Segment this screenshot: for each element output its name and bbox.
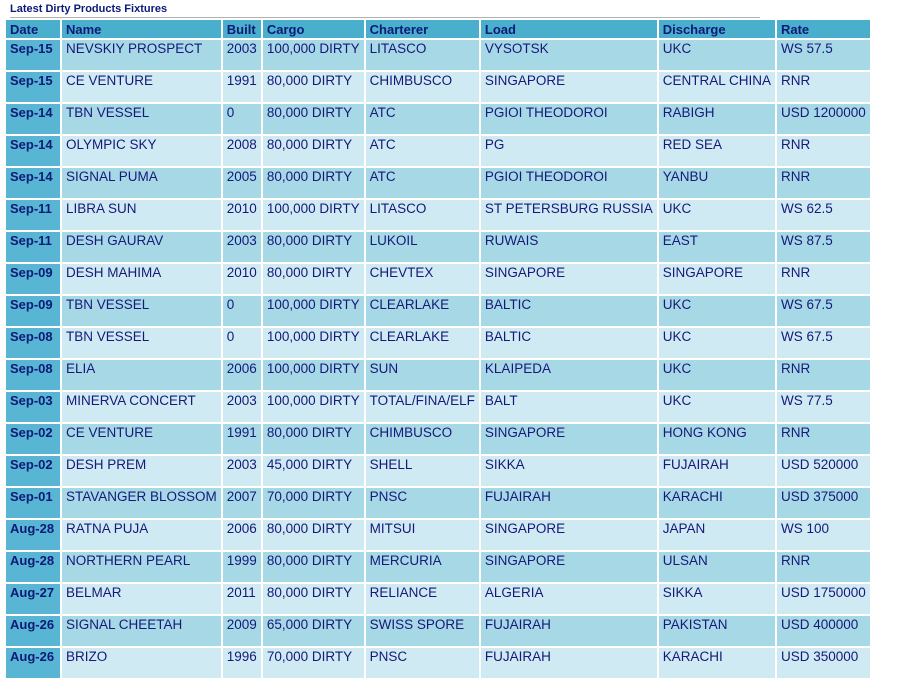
load-cell: SIKKA bbox=[481, 456, 657, 486]
built-cell: 2006 bbox=[223, 520, 261, 550]
load-cell: SINGAPORE bbox=[481, 552, 657, 582]
discharge-cell: UKC bbox=[659, 40, 775, 70]
load-cell: BALTIC bbox=[481, 328, 657, 358]
cargo-cell: 80,000 DIRTY bbox=[263, 552, 364, 582]
cargo-cell: 70,000 DIRTY bbox=[263, 488, 364, 518]
rate-cell: RNR bbox=[777, 72, 870, 102]
load-cell: KLAIPEDA bbox=[481, 360, 657, 390]
built-cell: 2009 bbox=[223, 616, 261, 646]
load-cell: SINGAPORE bbox=[481, 520, 657, 550]
charterer-cell: CHIMBUSCO bbox=[366, 424, 479, 454]
discharge-cell: RABIGH bbox=[659, 104, 775, 134]
cargo-cell: 80,000 DIRTY bbox=[263, 136, 364, 166]
table-row bbox=[6, 552, 870, 582]
date-cell: Sep-15 bbox=[6, 40, 60, 70]
rate-cell: RNR bbox=[777, 424, 870, 454]
discharge-cell: HONG KONG bbox=[659, 424, 775, 454]
discharge-cell: PAKISTAN bbox=[659, 616, 775, 646]
date-cell: Aug-28 bbox=[6, 520, 60, 550]
cargo-cell: 80,000 DIRTY bbox=[263, 72, 364, 102]
cargo-cell: 80,000 DIRTY bbox=[263, 584, 364, 614]
charterer-cell: LUKOIL bbox=[366, 232, 479, 262]
date-cell: Sep-14 bbox=[6, 168, 60, 198]
date-cell: Sep-08 bbox=[6, 360, 60, 390]
table-row bbox=[6, 424, 870, 454]
charterer-cell: PNSC bbox=[366, 648, 479, 678]
date-cell: Sep-02 bbox=[6, 456, 60, 486]
built-cell: 0 bbox=[223, 104, 261, 134]
date-cell: Aug-26 bbox=[6, 648, 60, 678]
name-cell: BELMAR bbox=[62, 584, 221, 614]
table-row bbox=[6, 456, 870, 486]
built-cell: 0 bbox=[223, 328, 261, 358]
rate-cell: USD 375000 bbox=[777, 488, 870, 518]
date-cell: Aug-28 bbox=[6, 552, 60, 582]
column-header-charterer: Charterer bbox=[366, 20, 479, 38]
rate-cell: RNR bbox=[777, 264, 870, 294]
date-cell: Aug-26 bbox=[6, 616, 60, 646]
built-cell: 1999 bbox=[223, 552, 261, 582]
load-cell: FUJAIRAH bbox=[481, 488, 657, 518]
cargo-cell: 80,000 DIRTY bbox=[263, 424, 364, 454]
charterer-cell: SWISS SPORE bbox=[366, 616, 479, 646]
built-cell: 1991 bbox=[223, 424, 261, 454]
date-cell: Aug-27 bbox=[6, 584, 60, 614]
load-cell: FUJAIRAH bbox=[481, 616, 657, 646]
column-header-discharge: Discharge bbox=[659, 20, 775, 38]
discharge-cell: RED SEA bbox=[659, 136, 775, 166]
rate-cell: RNR bbox=[777, 136, 870, 166]
table-row bbox=[6, 232, 870, 262]
charterer-cell: MERCURIA bbox=[366, 552, 479, 582]
discharge-cell: UKC bbox=[659, 200, 775, 230]
cargo-cell: 80,000 DIRTY bbox=[263, 104, 364, 134]
charterer-cell: RELIANCE bbox=[366, 584, 479, 614]
built-cell: 2010 bbox=[223, 264, 261, 294]
fixtures-table bbox=[4, 18, 872, 680]
discharge-cell: SINGAPORE bbox=[659, 264, 775, 294]
discharge-cell: UKC bbox=[659, 392, 775, 422]
name-cell: DESH MAHIMA bbox=[62, 264, 221, 294]
table-row bbox=[6, 392, 870, 422]
table-row bbox=[6, 104, 870, 134]
name-cell: RATNA PUJA bbox=[62, 520, 221, 550]
load-cell: SINGAPORE bbox=[481, 72, 657, 102]
table-row bbox=[6, 648, 870, 678]
rate-cell: USD 1750000 bbox=[777, 584, 870, 614]
built-cell: 2003 bbox=[223, 40, 261, 70]
date-cell: Sep-01 bbox=[6, 488, 60, 518]
column-header-cargo: Cargo bbox=[263, 20, 364, 38]
cargo-cell: 100,000 DIRTY bbox=[263, 40, 364, 70]
discharge-cell: UKC bbox=[659, 360, 775, 390]
rate-cell: USD 350000 bbox=[777, 648, 870, 678]
column-header-load: Load bbox=[481, 20, 657, 38]
date-cell: Sep-11 bbox=[6, 232, 60, 262]
name-cell: DESH PREM bbox=[62, 456, 221, 486]
cargo-cell: 80,000 DIRTY bbox=[263, 264, 364, 294]
date-cell: Sep-08 bbox=[6, 328, 60, 358]
name-cell: DESH GAURAV bbox=[62, 232, 221, 262]
load-cell: PGIOI THEODOROI bbox=[481, 104, 657, 134]
discharge-cell: SIKKA bbox=[659, 584, 775, 614]
table-row bbox=[6, 488, 870, 518]
discharge-cell: CENTRAL CHINA bbox=[659, 72, 775, 102]
charterer-cell: ATC bbox=[366, 104, 479, 134]
cargo-cell: 80,000 DIRTY bbox=[263, 520, 364, 550]
built-cell: 2005 bbox=[223, 168, 261, 198]
rate-cell: RNR bbox=[777, 552, 870, 582]
rate-cell: WS 100 bbox=[777, 520, 870, 550]
name-cell: MINERVA CONCERT bbox=[62, 392, 221, 422]
built-cell: 1991 bbox=[223, 72, 261, 102]
load-cell: BALT bbox=[481, 392, 657, 422]
table-row bbox=[6, 168, 870, 198]
load-cell: PGIOI THEODOROI bbox=[481, 168, 657, 198]
rate-cell: RNR bbox=[777, 360, 870, 390]
name-cell: SIGNAL CHEETAH bbox=[62, 616, 221, 646]
date-cell: Sep-09 bbox=[6, 264, 60, 294]
name-cell: TBN VESSEL bbox=[62, 328, 221, 358]
table-row bbox=[6, 616, 870, 646]
discharge-cell: YANBU bbox=[659, 168, 775, 198]
charterer-cell: MITSUI bbox=[366, 520, 479, 550]
charterer-cell: PNSC bbox=[366, 488, 479, 518]
built-cell: 1996 bbox=[223, 648, 261, 678]
cargo-cell: 100,000 DIRTY bbox=[263, 328, 364, 358]
date-cell: Sep-09 bbox=[6, 296, 60, 326]
charterer-cell: LITASCO bbox=[366, 40, 479, 70]
load-cell: VYSOTSK bbox=[481, 40, 657, 70]
charterer-cell: ATC bbox=[366, 136, 479, 166]
built-cell: 2008 bbox=[223, 136, 261, 166]
charterer-cell: SHELL bbox=[366, 456, 479, 486]
name-cell: TBN VESSEL bbox=[62, 296, 221, 326]
rate-cell: WS 87.5 bbox=[777, 232, 870, 262]
charterer-cell: CHEVTEX bbox=[366, 264, 479, 294]
cargo-cell: 80,000 DIRTY bbox=[263, 232, 364, 262]
built-cell: 2003 bbox=[223, 456, 261, 486]
cargo-cell: 45,000 DIRTY bbox=[263, 456, 364, 486]
table-row bbox=[6, 136, 870, 166]
built-cell: 2011 bbox=[223, 584, 261, 614]
rate-cell: WS 67.5 bbox=[777, 328, 870, 358]
built-cell: 2010 bbox=[223, 200, 261, 230]
date-cell: Sep-14 bbox=[6, 136, 60, 166]
load-cell: SINGAPORE bbox=[481, 264, 657, 294]
load-cell: BALTIC bbox=[481, 296, 657, 326]
name-cell: ELIA bbox=[62, 360, 221, 390]
name-cell: NORTHERN PEARL bbox=[62, 552, 221, 582]
rate-cell: WS 77.5 bbox=[777, 392, 870, 422]
load-cell: ALGERIA bbox=[481, 584, 657, 614]
rate-cell: USD 400000 bbox=[777, 616, 870, 646]
date-cell: Sep-03 bbox=[6, 392, 60, 422]
built-cell: 2007 bbox=[223, 488, 261, 518]
rate-cell: RNR bbox=[777, 168, 870, 198]
name-cell: OLYMPIC SKY bbox=[62, 136, 221, 166]
built-cell: 2003 bbox=[223, 232, 261, 262]
load-cell: ST PETERSBURG RUSSIA bbox=[481, 200, 657, 230]
charterer-cell: TOTAL/FINA/ELF bbox=[366, 392, 479, 422]
table-row bbox=[6, 584, 870, 614]
charterer-cell: ATC bbox=[366, 168, 479, 198]
name-cell: CE VENTURE bbox=[62, 424, 221, 454]
name-cell: NEVSKIY PROSPECT bbox=[62, 40, 221, 70]
column-header-name: Name bbox=[62, 20, 221, 38]
charterer-cell: SUN bbox=[366, 360, 479, 390]
table-row bbox=[6, 328, 870, 358]
table-row bbox=[6, 520, 870, 550]
charterer-cell: CLEARLAKE bbox=[366, 296, 479, 326]
rate-cell: WS 62.5 bbox=[777, 200, 870, 230]
page-title: Latest Dirty Products Fixtures bbox=[10, 3, 760, 18]
rate-cell: USD 1200000 bbox=[777, 104, 870, 134]
discharge-cell: JAPAN bbox=[659, 520, 775, 550]
table-row bbox=[6, 360, 870, 390]
rate-cell: WS 57.5 bbox=[777, 40, 870, 70]
column-header-built: Built bbox=[223, 20, 261, 38]
charterer-cell: LITASCO bbox=[366, 200, 479, 230]
load-cell: SINGAPORE bbox=[481, 424, 657, 454]
date-cell: Sep-15 bbox=[6, 72, 60, 102]
date-cell: Sep-14 bbox=[6, 104, 60, 134]
name-cell: CE VENTURE bbox=[62, 72, 221, 102]
table-row bbox=[6, 296, 870, 326]
charterer-cell: CHIMBUSCO bbox=[366, 72, 479, 102]
discharge-cell: EAST bbox=[659, 232, 775, 262]
built-cell: 2003 bbox=[223, 392, 261, 422]
discharge-cell: ULSAN bbox=[659, 552, 775, 582]
load-cell: PG bbox=[481, 136, 657, 166]
date-cell: Sep-02 bbox=[6, 424, 60, 454]
table-row bbox=[6, 40, 870, 70]
built-cell: 2006 bbox=[223, 360, 261, 390]
cargo-cell: 65,000 DIRTY bbox=[263, 616, 364, 646]
cargo-cell: 100,000 DIRTY bbox=[263, 392, 364, 422]
name-cell: TBN VESSEL bbox=[62, 104, 221, 134]
name-cell: SIGNAL PUMA bbox=[62, 168, 221, 198]
column-header-rate: Rate bbox=[777, 20, 870, 38]
discharge-cell: UKC bbox=[659, 328, 775, 358]
load-cell: FUJAIRAH bbox=[481, 648, 657, 678]
cargo-cell: 100,000 DIRTY bbox=[263, 360, 364, 390]
name-cell: LIBRA SUN bbox=[62, 200, 221, 230]
table-row bbox=[6, 200, 870, 230]
cargo-cell: 100,000 DIRTY bbox=[263, 296, 364, 326]
discharge-cell: FUJAIRAH bbox=[659, 456, 775, 486]
column-header-date: Date bbox=[6, 20, 60, 38]
name-cell: STAVANGER BLOSSOM bbox=[62, 488, 221, 518]
cargo-cell: 80,000 DIRTY bbox=[263, 168, 364, 198]
load-cell: RUWAIS bbox=[481, 232, 657, 262]
charterer-cell: CLEARLAKE bbox=[366, 328, 479, 358]
date-cell: Sep-11 bbox=[6, 200, 60, 230]
table-row bbox=[6, 72, 870, 102]
discharge-cell: KARACHI bbox=[659, 648, 775, 678]
table-row bbox=[6, 264, 870, 294]
name-cell: BRIZO bbox=[62, 648, 221, 678]
cargo-cell: 70,000 DIRTY bbox=[263, 648, 364, 678]
built-cell: 0 bbox=[223, 296, 261, 326]
fixtures-body bbox=[6, 40, 870, 678]
cargo-cell: 100,000 DIRTY bbox=[263, 200, 364, 230]
discharge-cell: KARACHI bbox=[659, 488, 775, 518]
discharge-cell: UKC bbox=[659, 296, 775, 326]
header-row bbox=[6, 20, 870, 38]
rate-cell: USD 520000 bbox=[777, 456, 870, 486]
rate-cell: WS 67.5 bbox=[777, 296, 870, 326]
